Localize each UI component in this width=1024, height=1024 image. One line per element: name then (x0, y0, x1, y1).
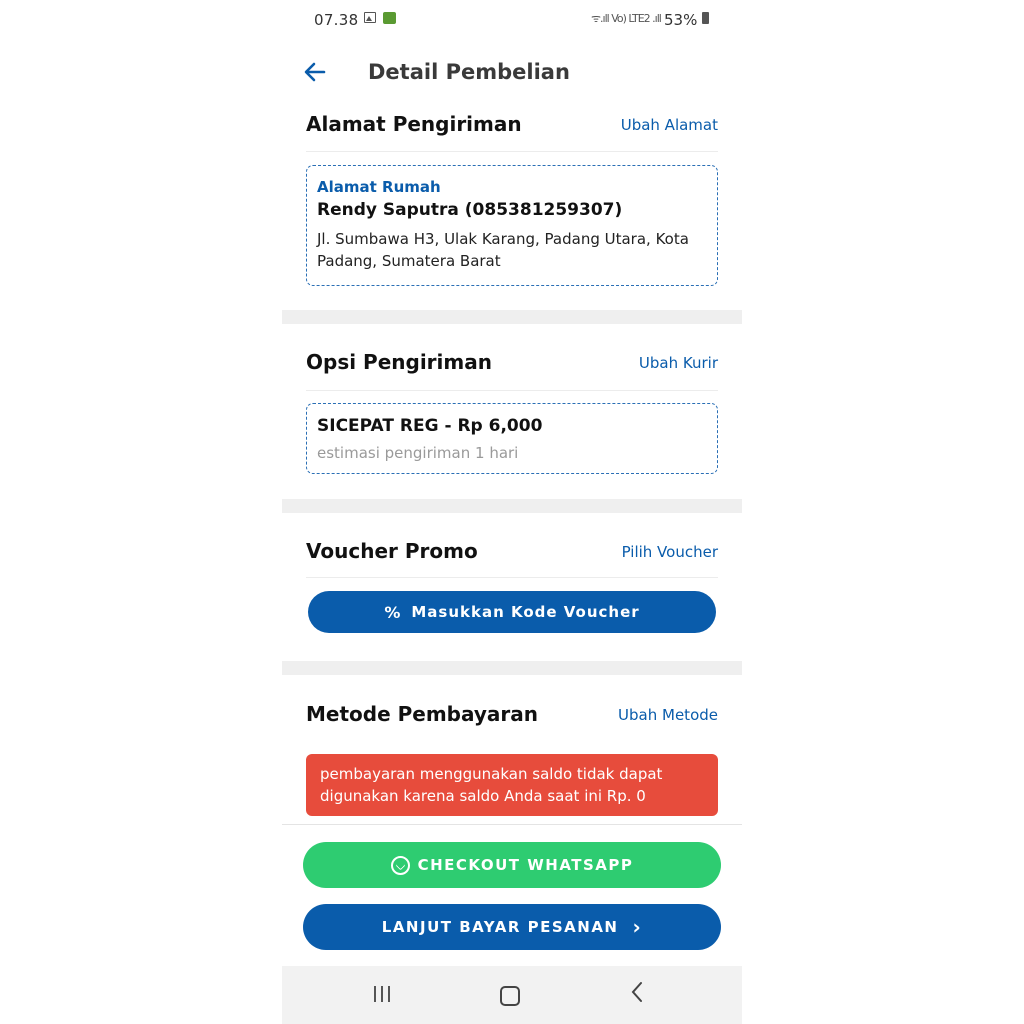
payment-title: Metode Pembayaran (306, 702, 539, 726)
voucher-title: Voucher Promo (306, 539, 478, 563)
app-bar (282, 48, 742, 98)
voucher-section (282, 513, 742, 661)
change-payment-link[interactable]: Ubah Metode (618, 706, 718, 724)
page-title: Detail Pembelian (368, 60, 570, 84)
divider (306, 390, 718, 391)
payment-section (282, 675, 742, 824)
system-back-icon[interactable] (630, 980, 644, 1010)
checkout-whatsapp-button[interactable] (303, 842, 721, 888)
change-courier-link[interactable]: Ubah Kurir (638, 354, 718, 372)
shipping-option-title: Opsi Pengiriman (306, 350, 492, 374)
checkout-actions (282, 824, 742, 967)
divider (306, 151, 718, 152)
whatsapp-button-label: CHECKOUT WHATSAPP (417, 856, 634, 874)
shipping-address-section (282, 98, 742, 310)
address-card[interactable] (306, 165, 718, 286)
payment-alert-text: pembayaran menggunakan saldo tidak dapat digunakan karena saldo Anda saat ini Rp. 0 (320, 765, 663, 805)
address-text: Jl. Sumbawa H3, Ulak Karang, Padang Utara, Kota Padang, Sumatera Barat (317, 230, 689, 270)
status-time: 07.38 (314, 11, 359, 29)
whatsapp-icon (391, 856, 410, 875)
phone-screen (282, 0, 742, 1024)
payment-alert (306, 754, 718, 816)
section-gap (282, 661, 742, 675)
percent-icon: % (384, 602, 402, 622)
address-label: Alamat Rumah (317, 178, 441, 196)
system-nav-bar (282, 966, 742, 1024)
recent-apps-icon[interactable] (372, 984, 390, 1002)
battery-icon (702, 12, 709, 24)
chevron-right-icon: › (632, 915, 643, 939)
continue-payment-button[interactable] (303, 904, 721, 950)
home-icon[interactable] (500, 986, 520, 1006)
shipping-option-section (282, 324, 742, 499)
gallery-notification-icon (364, 12, 376, 23)
voucher-button-label: Masukkan Kode Voucher (411, 603, 640, 621)
choose-voucher-link[interactable]: Pilih Voucher (621, 543, 718, 561)
chevron-left-icon (630, 980, 644, 1004)
status-bar (282, 0, 742, 40)
section-gap (282, 310, 742, 324)
voucher-code-button[interactable] (308, 591, 716, 633)
recipient-name: Rendy Saputra (085381259307) (317, 200, 623, 220)
delivery-estimate: estimasi pengiriman 1 hari (317, 444, 519, 462)
shipping-address-title: Alamat Pengiriman (306, 112, 522, 136)
divider (306, 577, 718, 578)
courier-card[interactable] (306, 403, 718, 474)
app-notification-icon (383, 12, 396, 24)
courier-name: SICEPAT REG - Rp 6,000 (317, 416, 543, 436)
arrow-left-icon (302, 59, 328, 85)
pay-button-label: LANJUT BAYAR PESANAN (381, 918, 619, 936)
change-address-link[interactable]: Ubah Alamat (620, 116, 718, 134)
recent-apps-glyph (372, 984, 392, 1004)
back-arrow-icon[interactable] (302, 59, 330, 87)
battery-percent: 53% (664, 11, 698, 29)
signal-icons: ᯤ.ıll Vo) LTE2 .ıll (591, 12, 661, 25)
section-gap (282, 499, 742, 513)
